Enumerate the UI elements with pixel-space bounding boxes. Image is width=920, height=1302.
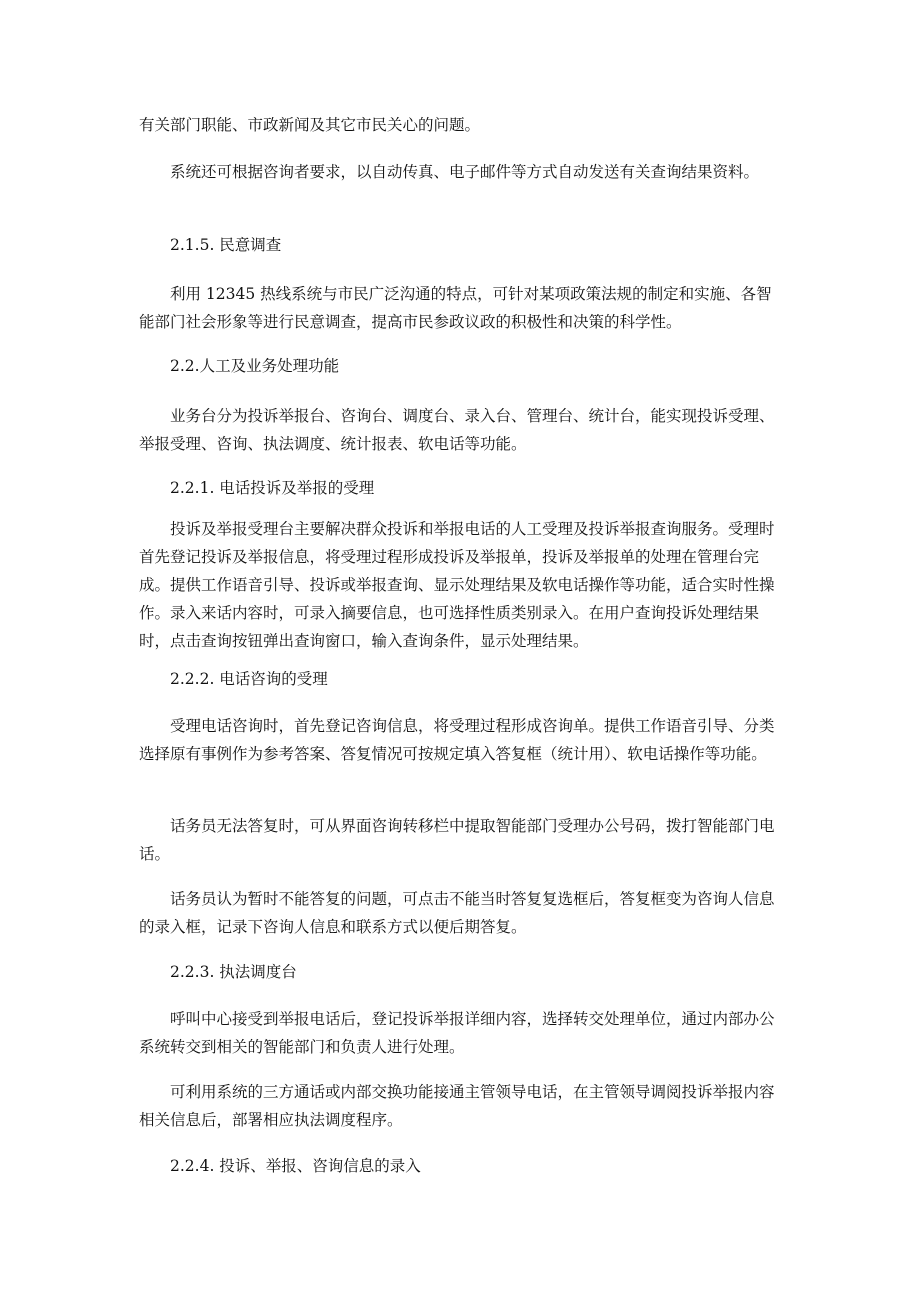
section-heading: 2.2.1. 电话投诉及举报的受理 <box>170 479 375 497</box>
paragraph: 呼叫中心接受到举报电话后，登记投诉举报详细内容，选择转交处理单位，通过内部办公系统转交到相关的智能部门和负责人进行处理。 <box>139 1010 775 1056</box>
section-heading: 2.2.3. 执法调度台 <box>170 963 297 981</box>
paragraph: 系统还可根据咨询者要求，以自动传真、电子邮件等方式自动发送有关查询结果资料。 <box>170 163 760 181</box>
paragraph-continued: 有关部门职能、市政新闻及其它市民关心的问题。 <box>139 116 481 134</box>
paragraph: 投诉及举报受理台主要解决群众投诉和举报电话的人工受理及投诉举报查询服务。受理时首先登记投诉及举报信息，将受理过程形成投诉及举报单，投诉及举报单的处理在管理台完成。提供工作语音引导、投诉或举报查询、显示处理结果及软电话操作等功能，适合实时性操作。录入来话内容时，可录入摘要信息，也可选择性质类别录入。在用户查询投诉处理结果时，点击查询按钮弹出查询窗口，输入查询条件，显示处理结果。 <box>139 520 775 650</box>
paragraph: 话务员无法答复时，可从界面咨询转移栏中提取智能部门受理办公号码，拨打智能部门电话。 <box>139 817 775 863</box>
paragraph: 受理电话咨询时，首先登记咨询信息，将受理过程形成咨询单。提供工作语音引导、分类选择原有事例作为参考答案、答复情况可按规定填入答复框（统计用）、软电话操作等功能。 <box>139 717 775 763</box>
section-heading: 2.2.4. 投诉、举报、咨询信息的录入 <box>170 1157 421 1175</box>
paragraph: 可利用系统的三方通话或内部交换功能接通主管领导电话，在主管领导调阅投诉举报内容相关信息后，部署相应执法调度程序。 <box>139 1083 775 1129</box>
paragraph: 业务台分为投诉举报台、咨询台、调度台、录入台、管理台、统计台，能实现投诉受理、举报受理、咨询、执法调度、统计报表、软电话等功能。 <box>139 407 775 453</box>
section-heading: 2.2.2. 电话咨询的受理 <box>170 670 328 688</box>
section-heading: 2.1.5. 民意调查 <box>170 236 282 254</box>
paragraph: 利用 12345 热线系统与市民广泛沟通的特点，可针对某项政策法规的制定和实施、各智能部门社会形象等进行民意调查，提高市民参政议政的积极性和决策的科学性。 <box>139 285 772 331</box>
section-heading: 2.2.人工及业务处理功能 <box>170 357 340 375</box>
paragraph: 话务员认为暂时不能答复的问题，可点击不能当时答复复选框后，答复框变为咨询人信息的录入框，记录下咨询人信息和联系方式以便后期答复。 <box>139 890 775 936</box>
